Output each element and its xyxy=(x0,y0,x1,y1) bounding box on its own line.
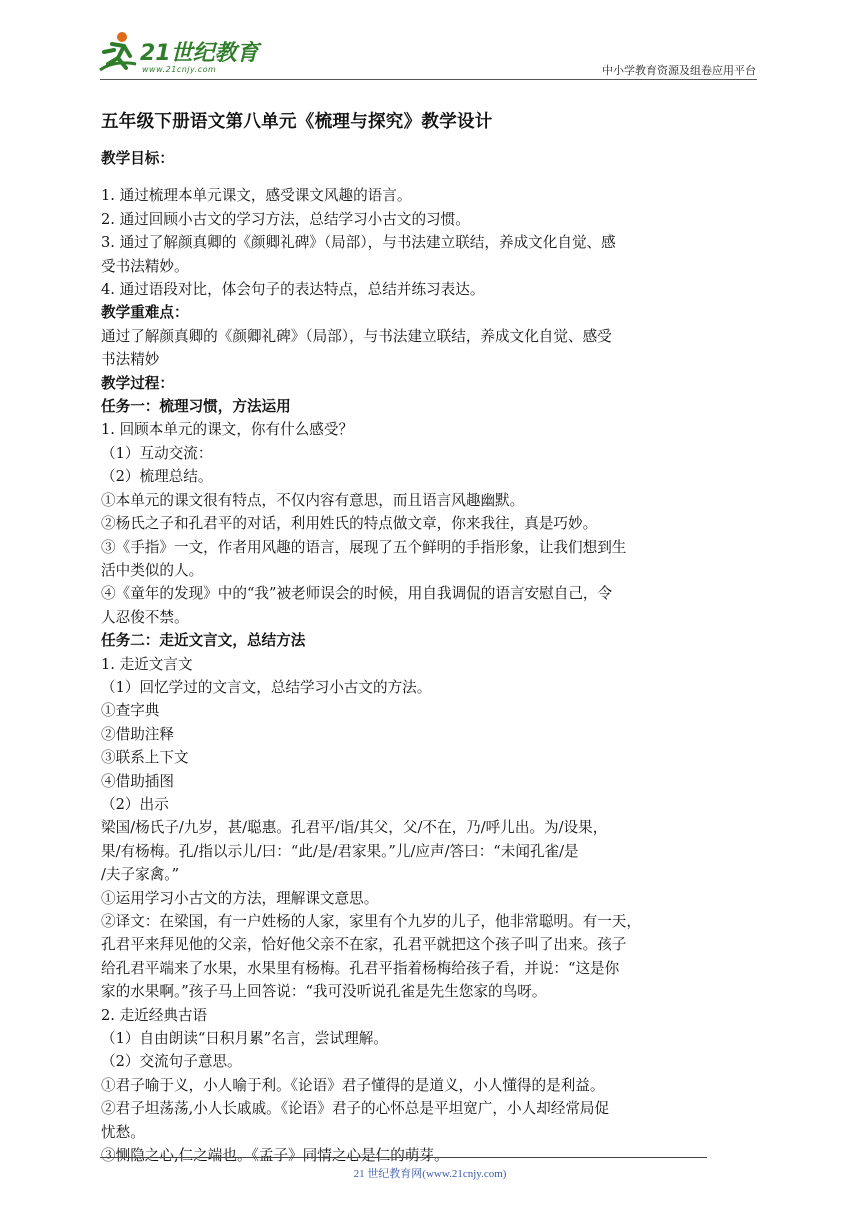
method-item-4: ④借助插图 xyxy=(101,772,174,790)
task-2-step-2b: （2）交流句子意思。 xyxy=(101,1053,242,1071)
task-2-heading: 任务二：走近文言文，总结方法 xyxy=(101,632,306,650)
translation-line-1: ②译文：在梁国，有一户姓杨的人家，家里有个九岁的儿子，他非常聪明。有一天， xyxy=(101,913,641,930)
task-2-section-1: 1. 走近文言文 xyxy=(101,655,193,673)
key-point-line-1: 通过了解颜真卿的《颜卿礼碑》（局部），与书法建立联结，养成文化自觉、感受 xyxy=(101,327,612,345)
objective-3-line-1: 3. 通过了解颜真卿的《颜卿礼碑》（局部），与书法建立联结，养成文化自觉、感 xyxy=(101,234,616,252)
classical-text-line-1: 梁国/杨氏子/九岁，甚/聪惠。孔君平/诣/其父，父/不在，乃/呼儿出。为/设果， xyxy=(101,819,608,837)
header-divider xyxy=(100,79,757,80)
objectives-heading: 教学目标： xyxy=(101,150,174,167)
quote-2-line-2: 忧愁。 xyxy=(101,1123,145,1141)
translation-line-2: 孔君平来拜见他的父亲，恰好他父亲不在家，孔君平就把这个孩子叫了出来。孩子 xyxy=(101,936,627,954)
page-header xyxy=(0,0,860,92)
method-item-1: ①查字典 xyxy=(101,702,160,720)
logo-brand-text: 21世纪教育 xyxy=(140,41,259,66)
task-1-point-4-line-1: ④《童年的发现》中的“我”被老师误会的时候，用自我调侃的语言安慰自己，令 xyxy=(101,585,613,603)
objective-2: 2. 通过回顾小古文的学习方法，总结学习小古文的习惯。 xyxy=(101,210,470,228)
process-heading: 教学过程： xyxy=(101,374,174,392)
quote-3: ③恻隐之心,仁之端也。《孟子》同情之心是仁的萌芽。 xyxy=(101,1147,449,1165)
document-title: 五年级下册语文第八单元《梳理与探究》教学设计 xyxy=(101,112,493,132)
task-1-step-b: （2）梳理总结。 xyxy=(101,468,213,486)
footer-divider xyxy=(100,1157,707,1158)
task-1-point-1: ①本单元的课文很有特点，不仅内容有意思，而且语言风趣幽默。 xyxy=(101,491,525,509)
logo-url-text: www.21cnjy.com xyxy=(142,65,217,74)
task-1-step-a: （1）互动交流： xyxy=(101,444,213,462)
quote-2-line-1: ②君子坦荡荡,小人长戚戚。《论语》君子的心怀总是平坦宽广，小人却经常局促 xyxy=(101,1100,610,1118)
classical-text-line-2: 果/有杨梅。孔/指以示儿/曰：“此/是/君家果。”儿/应声/答曰：“未闻孔雀/是 xyxy=(101,842,579,860)
task-1-question: 1. 回顾本单元的课文，你有什么感受？ xyxy=(101,421,354,439)
translation-line-4: 家的水果啊。”孩子马上回答说：“我可没听说孔雀是先生您家的鸟呀。 xyxy=(101,983,547,1001)
task-1-point-3-line-2: 活中类似的人。 xyxy=(101,561,204,579)
key-points-heading: 教学重难点： xyxy=(101,304,189,322)
objective-3-line-2: 受书法精妙。 xyxy=(101,257,189,275)
quote-1: ①君子喻于义，小人喻于利。《论语》君子懂得的是道义，小人懂得的是利益。 xyxy=(101,1076,605,1094)
objective-4: 4. 通过语段对比，体会句子的表达特点，总结并练习表达。 xyxy=(101,281,485,299)
task-1-heading: 任务一：梳理习惯，方法运用 xyxy=(101,398,291,416)
document-body xyxy=(101,109,766,1167)
method-item-2: ②借助注释 xyxy=(101,725,174,743)
runner-logo-icon xyxy=(92,30,146,78)
task-2-step-2a: （1）自由朗读“日积月累”名言，尝试理解。 xyxy=(101,1030,388,1048)
task-2-sub-1: ①运用学习小古文的方法，理解课文意思。 xyxy=(101,889,379,907)
key-point-line-2: 书法精妙 xyxy=(101,351,160,369)
task-1-point-4-line-2: 人忍俊不禁。 xyxy=(101,608,189,626)
objective-1: 1. 通过梳理本单元课文，感受课文风趣的语言。 xyxy=(101,187,412,205)
header-platform-text: 中小学教育资源及组卷应用平台 xyxy=(602,64,756,77)
translation-line-3: 给孔君平端来了水果，水果里有杨梅。孔君平指着杨梅给孩子看，并说：“这是你 xyxy=(101,959,620,977)
method-item-3: ③联系上下文 xyxy=(101,749,189,767)
task-2-step-1a: （1）回忆学过的文言文，总结学习小古文的方法。 xyxy=(101,678,432,696)
task-2-step-1b: （2）出示 xyxy=(101,795,169,813)
footer-text: 21 世纪教育网(www.21cnjy.com) xyxy=(353,1168,507,1180)
task-2-section-2: 2. 走近经典古语 xyxy=(101,1006,208,1024)
classical-text-line-3: /夫子家禽。” xyxy=(101,866,180,884)
task-1-point-3-line-1: ③《手指》一文，作者用风趣的语言，展现了五个鲜明的手指形象，让我们想到生 xyxy=(101,538,627,556)
task-1-point-2: ②杨氏之子和孔君平的对话，利用姓氏的特点做文章，你来我往，真是巧妙。 xyxy=(101,515,598,533)
logo xyxy=(92,30,272,84)
